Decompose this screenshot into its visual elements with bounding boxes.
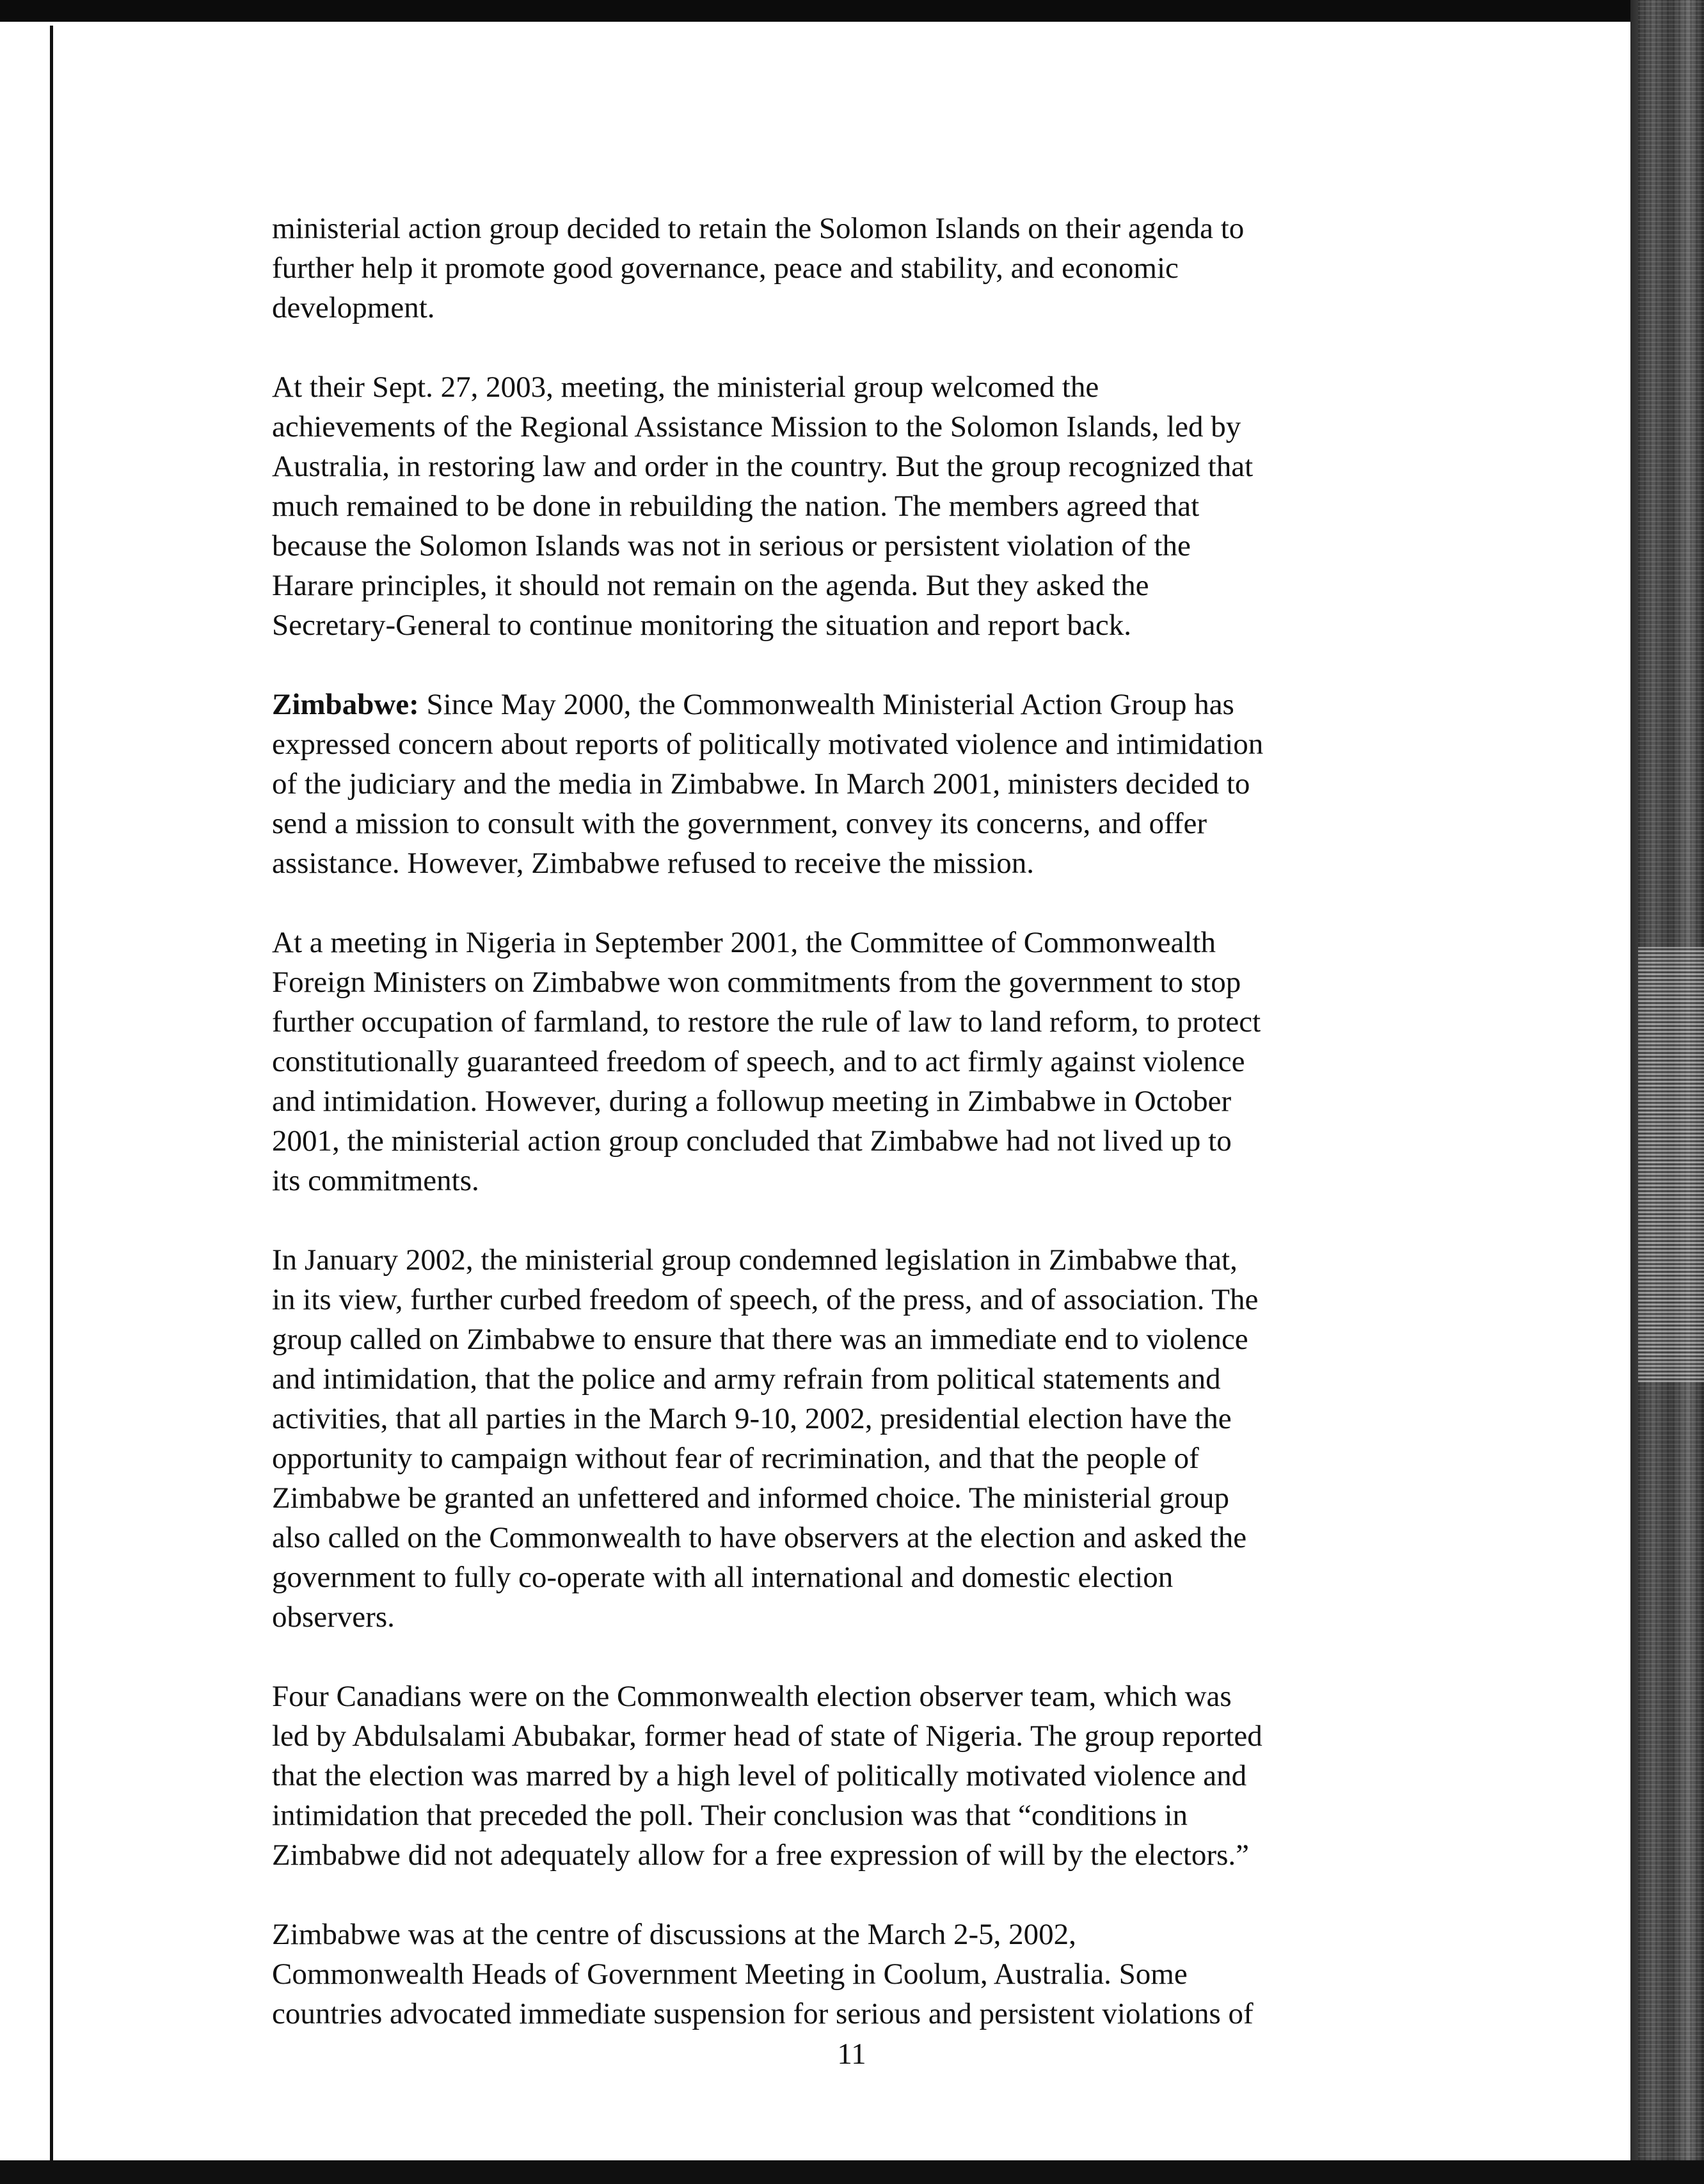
paragraph: Four Canadians were on the Commonwealth election observer team, which was led by Abdulsalami Abubakar, former head of state of Nigeria. The group reported that the election was marred by a high level of politically motivated violence and intimidation that preceded the poll. Their conclusion was that “conditions in Zimbabwe did not adequately allow for a free expression of will by the electors.”: [272, 1680, 1262, 1872]
scan-border-top: [0, 0, 1704, 22]
paragraph: At a meeting in Nigeria in September 2001, the Committee of Commonwealth Foreign Ministers on Zimbabwe won commitments from the government to stop further occupation of farmland, to restore the rule of law to land reform, to protect constitutionally guaranteed freedom of speech, and to act firmly against violence and intimidation. However, during a followup meeting in Zimbabwe in October 2001, the ministerial action group concluded that Zimbabwe had not lived up to its commitments.: [272, 926, 1261, 1197]
paragraph: At their Sept. 27, 2003, meeting, the ministerial group welcomed the achievements of the Regional Assistance Mission to the Solomon Islands, led by Australia, in restoring law and order in the country. But the group recognized that much remained to be done in rebuilding the nation. The members agreed that because the Solomon Islands was not in serious or persistent violation of the Harare principles, it should not remain on the agenda. But they asked the Secretary-General to continue monitoring the situation and report back.: [272, 371, 1254, 642]
paragraph-zimbabwe: Zimbabwe: Since May 2000, the Commonwealth Ministerial Action Group has expressed concern about reports of politically motivated violence and intimidation of the judiciary and the media in Zimbabwe. In March 2001, ministers decided to send a mission to consult with the government, convey its concerns, and offer assistance. However, Zimbabwe refused to receive the mission.: [272, 688, 1264, 880]
section-lead-zimbabwe: Zimbabwe:: [272, 688, 419, 721]
paragraph: Zimbabwe was at the centre of discussions at the March 2-5, 2002, Commonwealth Heads of Government Meeting in Coolum, Australia. Some countries advocated immediate suspension for serious and persistent violations of: [272, 1918, 1254, 2030]
paragraph: ministerial action group decided to retain the Solomon Islands on their agenda to further help it promote good governance, peace and stability, and economic development.: [272, 212, 1245, 324]
body-text: [272, 209, 1373, 2034]
scan-border-bottom: [0, 2160, 1704, 2184]
paragraph: In January 2002, the ministerial group condemned legislation in Zimbabwe that, in its view, further curbed freedom of speech, of the press, and of association. The group called on Zimbabwe to ensure that there was an immediate end to violence and intimidation, that the police and army refrain from political statements and activities, that all parties in the March 9-10, 2002, presidential election have the opportunity to campaign without fear of recrimination, and that the people of Zimbabwe be granted an unfettered and informed choice. The ministerial group also called on the Commonwealth to have observers at the election and asked the government to fully co-operate with all international and domestic election observers.: [272, 1243, 1259, 1634]
page-number: 11: [837, 2037, 866, 2071]
binding-margin-line: [50, 26, 53, 2160]
scan-artifact-right: [1638, 947, 1704, 1382]
